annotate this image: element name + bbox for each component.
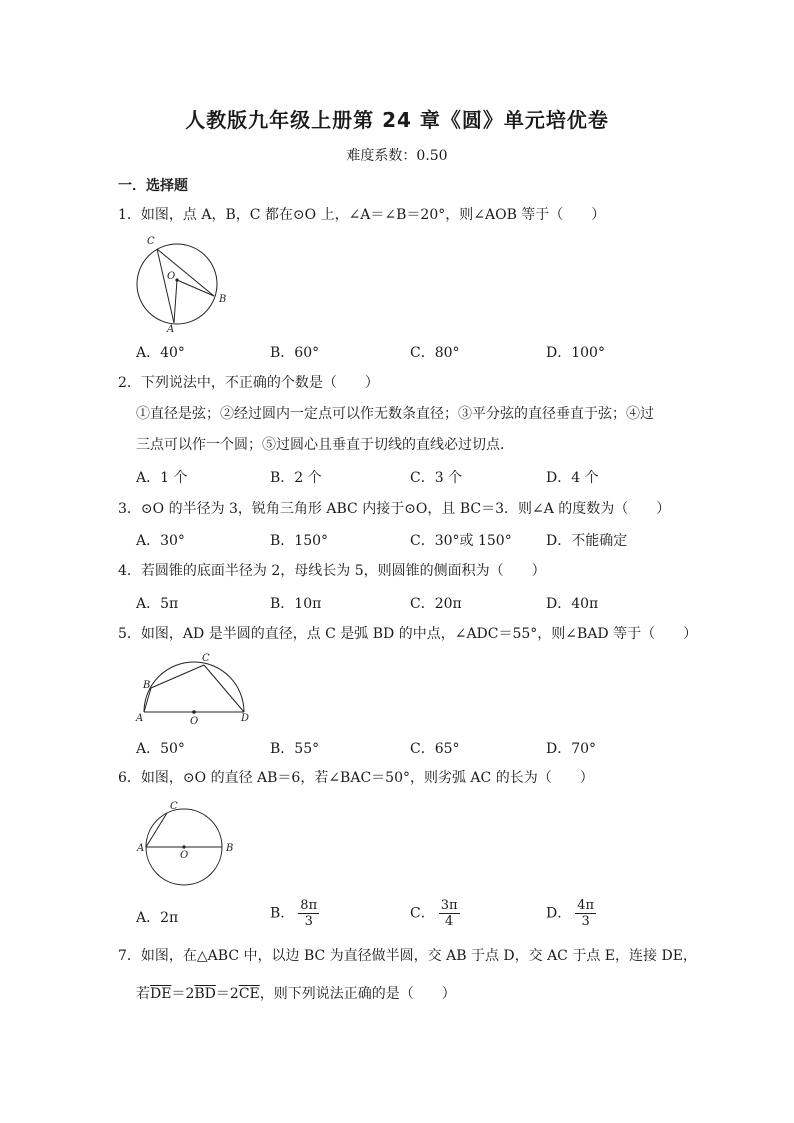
q5-option-a: A．50° xyxy=(136,741,185,757)
q6-option-c-label: C． xyxy=(410,905,435,922)
q1-label-o: O xyxy=(167,271,176,282)
q6-option-b-denominator: 3 xyxy=(304,914,313,929)
q6-center-dot xyxy=(182,845,185,848)
q6-options xyxy=(136,898,736,938)
difficulty-label: 难度系数：0.50 xyxy=(346,148,448,164)
q1-stem: 1．如图，点 A，B，C 都在⊙O 上，∠A＝∠B＝20°，则∠AOB 等于（ ） xyxy=(118,207,606,223)
q6-circle-figure xyxy=(134,796,238,888)
q5-stem: 5．如图，AD 是半圆的直径，点 C 是弧 BD 的中点，∠ADC＝55°，则∠BAD 等于（ ） xyxy=(118,626,698,642)
q6-label-c: C xyxy=(170,801,178,812)
q1-label-b: B xyxy=(219,294,227,305)
q2-statements-line2: 三点可以作一个圆；⑤过圆心且垂直于切线的直线必过切点． xyxy=(136,437,514,453)
q6-label-o: O xyxy=(180,850,189,861)
q2-option-b: B．2 个 xyxy=(270,470,322,486)
q3-options xyxy=(136,530,736,552)
q3-option-d: D．不能确定 xyxy=(546,533,628,549)
q4-stem: 4．若圆锥的底面半径为 2，母线长为 5，则圆锥的侧面积为（ ） xyxy=(118,563,546,579)
page-title: 人教版九年级上册第 24 章《圆》单元培优卷 xyxy=(185,108,609,132)
q4-option-d: D．40π xyxy=(546,596,599,612)
q6-option-c-numerator: 3π xyxy=(440,898,458,913)
q5-semicircle-figure xyxy=(134,650,258,724)
q1-option-b: B．60° xyxy=(270,345,320,361)
q6-option-c-fraction xyxy=(439,898,460,929)
section-heading: 一．选择题 xyxy=(118,178,188,194)
q1-option-a: A．40° xyxy=(136,345,185,361)
q7-condition-prefix: 若 xyxy=(136,986,150,1002)
q6-stem: 6．如图，⊙O 的直径 AB＝6，若∠BAC＝50°，则劣弧 AC 的长为（ ） xyxy=(118,770,594,786)
q6-option-b-label: B． xyxy=(270,905,295,922)
q6-option-d-fraction xyxy=(575,898,596,929)
q7-arc-bd: $\overline{BD}$ xyxy=(194,986,216,1002)
q6-label-a: A xyxy=(137,843,145,854)
q5-label-a: A xyxy=(136,713,144,724)
q5-options xyxy=(136,738,736,760)
q1-segment-oa xyxy=(174,280,177,323)
q1-center-dot xyxy=(175,278,178,281)
q4-option-c: C．20π xyxy=(410,596,462,612)
q5-label-c: C xyxy=(202,653,210,664)
q1-option-c: C．80° xyxy=(410,345,460,361)
q1-segment-ca xyxy=(157,249,174,323)
q6-option-c xyxy=(410,898,460,929)
q7-equals-1: ＝2 xyxy=(171,986,195,1002)
q6-option-d-denominator: 3 xyxy=(581,914,590,929)
q2-option-a: A．1 个 xyxy=(136,470,188,486)
q6-option-b xyxy=(270,898,319,929)
q3-option-a: A．30° xyxy=(136,533,185,549)
q5-label-b: B xyxy=(143,680,151,691)
q6-option-b-fraction xyxy=(298,898,319,929)
q6-option-c-denominator: 4 xyxy=(444,914,454,929)
q3-option-b: B．150° xyxy=(270,533,329,549)
q5-center-dot xyxy=(192,710,196,714)
q3-stem: 3．⊙O 的半径为 3，锐角三角形 ABC 内接于⊙O，且 BC＝3．则∠A 的度数为（ ） xyxy=(118,501,671,517)
q5-option-c: C．65° xyxy=(410,741,460,757)
q1-segment-ob xyxy=(177,280,214,296)
q7-condition-suffix: ，则下列说法正确的是（ ） xyxy=(259,986,456,1002)
q2-option-d: D．4 个 xyxy=(546,470,599,486)
q6-option-d xyxy=(546,898,596,929)
q6-option-a: A．2π xyxy=(136,910,179,926)
q6-option-d-numerator: 4π xyxy=(577,898,595,913)
q5-label-o: O xyxy=(190,716,199,724)
q7-arc-ce: $\overline{CE}$ xyxy=(238,986,260,1002)
q1-label-c: C xyxy=(147,236,155,247)
q1-label-a: A xyxy=(167,324,175,334)
q6-chord-ac xyxy=(146,813,167,847)
q4-option-b: B．10π xyxy=(270,596,322,612)
q6-label-b: B xyxy=(226,843,234,854)
q1-circle-figure xyxy=(134,232,234,334)
q5-option-b: B．55° xyxy=(270,741,320,757)
q7-arc-de: $\overline{DE}$ xyxy=(150,986,172,1002)
q5-label-d: D xyxy=(241,713,250,724)
q2-stem: 2．下列说法中，不正确的个数是（ ） xyxy=(118,375,379,391)
q2-options xyxy=(136,467,736,489)
q2-option-c: C．3 个 xyxy=(410,470,463,486)
q4-options xyxy=(136,593,736,615)
q7-equals-2: ＝2 xyxy=(215,986,239,1002)
q4-option-a: A．5π xyxy=(136,596,179,612)
q7-condition-line xyxy=(136,984,456,1004)
q1-option-d: D．100° xyxy=(546,345,605,361)
q3-option-c: C．30°或 150° xyxy=(410,533,512,549)
q5-option-d: D．70° xyxy=(546,741,597,757)
q6-option-b-numerator: 8π xyxy=(300,898,318,913)
q6-option-d-label: D． xyxy=(546,905,572,922)
q1-options xyxy=(136,342,736,364)
q7-stem: 7．如图，在△ABC 中，以边 BC 为直径做半圆，交 AB 于点 D，交 AC 于点 E，连接 DE， xyxy=(118,948,697,964)
q2-statements-line1: ①直径是弦；②经过圆内一定点可以作无数条直径；③平分弦的直径垂直于弦；④过 xyxy=(136,406,654,422)
